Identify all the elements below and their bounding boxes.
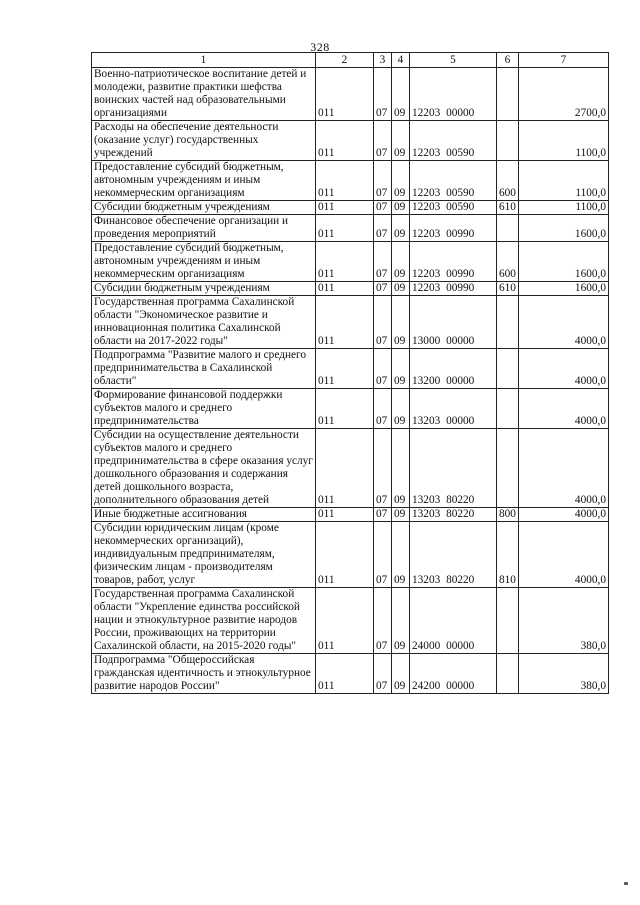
table-row [92,508,609,522]
target-article-cell: 12203 00990 [410,242,497,282]
grbs-code-cell: 011 [316,201,374,215]
scan-mark [624,882,628,885]
table-row [92,296,609,349]
amount-cell: 4000,0 [519,508,609,522]
expense-type-cell: 610 [497,201,519,215]
subsection-cell: 09 [392,389,410,429]
target-article-cell: 13000 00000 [410,296,497,349]
target-article-cell: 13203 80220 [410,429,497,508]
table-row [92,242,609,282]
column-header: 7 [519,53,609,68]
table-row [92,161,609,201]
amount-cell: 380,0 [519,588,609,654]
target-article-cell: 13203 80220 [410,508,497,522]
grbs-code-cell: 011 [316,522,374,588]
section-cell: 07 [374,201,392,215]
table-body [92,68,609,694]
section-cell: 07 [374,508,392,522]
grbs-code-cell: 011 [316,68,374,121]
grbs-code-cell: 011 [316,389,374,429]
section-cell: 07 [374,588,392,654]
grbs-code-cell: 011 [316,161,374,201]
row-name-cell: Расходы на обеспечение деятельности (оказание услуг) государственных учреждений [92,121,316,161]
table-row [92,522,609,588]
subsection-cell: 09 [392,121,410,161]
subsection-cell: 09 [392,588,410,654]
row-name-cell: Государственная программа Сахалинской области "Укрепление единства российской нации и этнокультурное развитие народов России, проживающих на территории Сахалинской области, на 2015-2020 годы" [92,588,316,654]
column-header: 1 [92,53,316,68]
grbs-code-cell: 011 [316,121,374,161]
grbs-code-cell: 011 [316,588,374,654]
section-cell: 07 [374,161,392,201]
amount-cell: 1600,0 [519,215,609,242]
table-row [92,588,609,654]
row-name-cell: Субсидии бюджетным учреждениям [92,282,316,296]
expense-type-cell [497,215,519,242]
amount-cell: 380,0 [519,654,609,694]
row-name-cell: Финансовое обеспечение организации и проведения мероприятий [92,215,316,242]
row-name-cell: Формирование финансовой поддержки субъектов малого и среднего предпринимательства [92,389,316,429]
row-name-cell: Субсидии на осуществление деятельности субъектов малого и среднего предпринимательства в сфере оказания услуг дошкольного образования и содержания детей дошкольного возраста, дополнительного образования детей [92,429,316,508]
grbs-code-cell: 011 [316,508,374,522]
row-name-cell: Субсидии юридическим лицам (кроме некоммерческих организаций), индивидуальным предпринимателям, физическим лицам - производителям товаров, работ, услуг [92,522,316,588]
table-header-row [92,53,609,68]
subsection-cell: 09 [392,201,410,215]
expense-type-cell: 810 [497,522,519,588]
row-name-cell: Военно-патриотическое воспитание детей и молодежи, развитие практики шефства воинских частей над образовательными организациями [92,68,316,121]
expense-type-cell [497,296,519,349]
subsection-cell: 09 [392,296,410,349]
expense-type-cell: 610 [497,282,519,296]
row-name-cell: Предоставление субсидий бюджетным, автономным учреждениям и иным некоммерческим организациям [92,161,316,201]
grbs-code-cell: 011 [316,654,374,694]
amount-cell: 4000,0 [519,429,609,508]
section-cell: 07 [374,282,392,296]
subsection-cell: 09 [392,282,410,296]
table-row [92,349,609,389]
expense-type-cell [497,429,519,508]
table-row [92,68,609,121]
subsection-cell: 09 [392,508,410,522]
target-article-cell: 12203 00000 [410,68,497,121]
amount-cell: 1600,0 [519,282,609,296]
expense-type-cell [497,68,519,121]
subsection-cell: 09 [392,68,410,121]
section-cell: 07 [374,68,392,121]
expense-type-cell [497,121,519,161]
amount-cell: 4000,0 [519,349,609,389]
target-article-cell: 12203 00590 [410,121,497,161]
section-cell: 07 [374,349,392,389]
subsection-cell: 09 [392,215,410,242]
target-article-cell: 13200 00000 [410,349,497,389]
subsection-cell: 09 [392,161,410,201]
section-cell: 07 [374,522,392,588]
amount-cell: 1100,0 [519,201,609,215]
target-article-cell: 13203 80220 [410,522,497,588]
table-row [92,654,609,694]
row-name-cell: Подпрограмма "Развитие малого и среднего предпринимательства в Сахалинской области" [92,349,316,389]
column-header: 5 [410,53,497,68]
row-name-cell: Иные бюджетные ассигнования [92,508,316,522]
row-name-cell: Субсидии бюджетным учреждениям [92,201,316,215]
amount-cell: 1600,0 [519,242,609,282]
grbs-code-cell: 011 [316,215,374,242]
section-cell: 07 [374,296,392,349]
row-name-cell: Предоставление субсидий бюджетным, автономным учреждениям и иным некоммерческим организациям [92,242,316,282]
page-number: 328 [310,40,330,54]
grbs-code-cell: 011 [316,242,374,282]
table-row [92,201,609,215]
section-cell: 07 [374,121,392,161]
grbs-code-cell: 011 [316,282,374,296]
subsection-cell: 09 [392,349,410,389]
grbs-code-cell: 011 [316,296,374,349]
expense-type-cell [497,389,519,429]
target-article-cell: 12203 00990 [410,282,497,296]
subsection-cell: 09 [392,654,410,694]
target-article-cell: 13203 00000 [410,389,497,429]
expense-type-cell [497,654,519,694]
row-name-cell: Подпрограмма "Общероссийская гражданская идентичность и этнокультурное развитие народов России" [92,654,316,694]
table-row [92,282,609,296]
expense-type-cell: 800 [497,508,519,522]
subsection-cell: 09 [392,522,410,588]
column-header: 2 [316,53,374,68]
subsection-cell: 09 [392,429,410,508]
subsection-cell: 09 [392,242,410,282]
expense-type-cell [497,588,519,654]
column-header: 3 [374,53,392,68]
table-row [92,215,609,242]
budget-table [91,52,609,694]
amount-cell: 2700,0 [519,68,609,121]
target-article-cell: 24000 00000 [410,588,497,654]
grbs-code-cell: 011 [316,429,374,508]
column-header: 6 [497,53,519,68]
section-cell: 07 [374,215,392,242]
amount-cell: 4000,0 [519,522,609,588]
column-header: 4 [392,53,410,68]
section-cell: 07 [374,654,392,694]
section-cell: 07 [374,389,392,429]
expense-type-cell [497,349,519,389]
section-cell: 07 [374,429,392,508]
expense-type-cell: 600 [497,161,519,201]
table-row [92,429,609,508]
target-article-cell: 12203 00590 [410,161,497,201]
expense-type-cell: 600 [497,242,519,282]
grbs-code-cell: 011 [316,349,374,389]
target-article-cell: 24200 00000 [410,654,497,694]
table-row [92,121,609,161]
amount-cell: 4000,0 [519,389,609,429]
amount-cell: 1100,0 [519,121,609,161]
amount-cell: 4000,0 [519,296,609,349]
target-article-cell: 12203 00990 [410,215,497,242]
section-cell: 07 [374,242,392,282]
amount-cell: 1100,0 [519,161,609,201]
row-name-cell: Государственная программа Сахалинской области "Экономическое развитие и инновационная политика Сахалинской области на 2017-2022 годы" [92,296,316,349]
table-row [92,389,609,429]
target-article-cell: 12203 00590 [410,201,497,215]
